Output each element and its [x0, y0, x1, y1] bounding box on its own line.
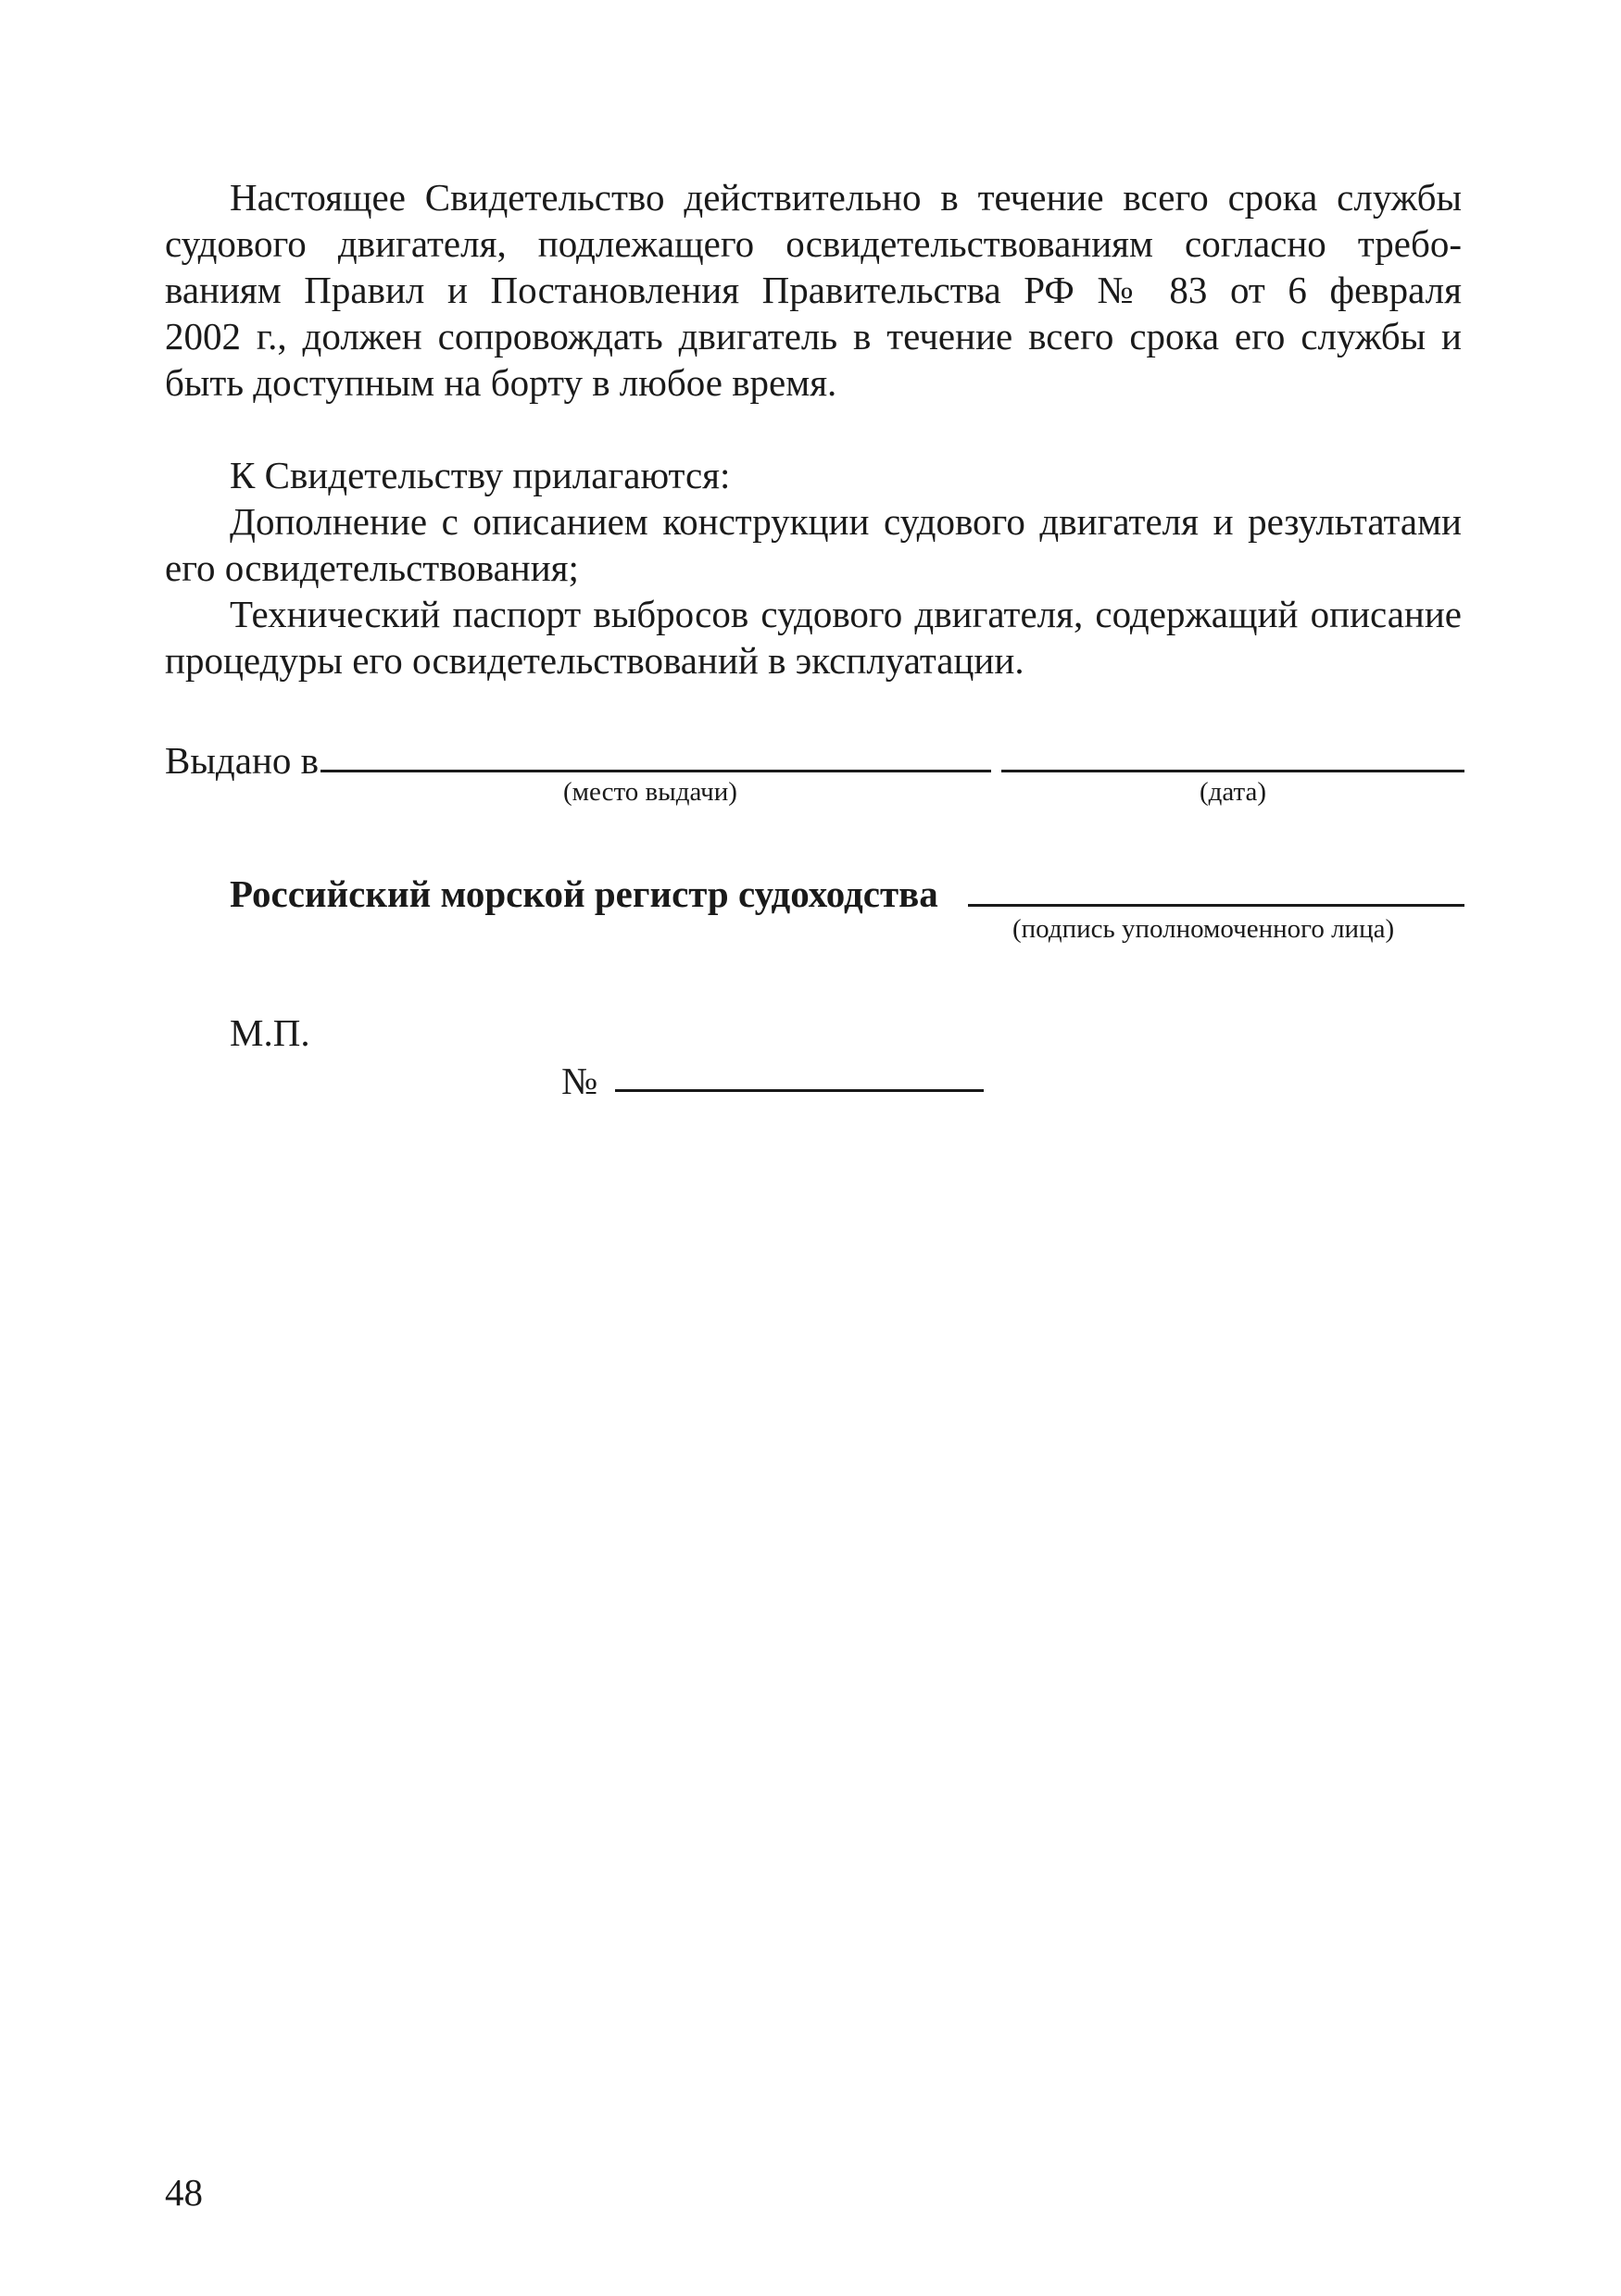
attachment-item-technical-passport — [165, 591, 1462, 684]
validity-paragraph — [165, 174, 1462, 406]
paragraph-line: Настоящее Свидетельство действительно в течение всего срока службы — [230, 176, 1462, 219]
paragraph-line: Технический паспорт выбросов судового двигателя, содержащий описание — [230, 593, 1462, 635]
page-number: 48 — [165, 2171, 203, 2214]
place-caption: (место выдачи) — [563, 777, 737, 807]
paragraph-line: судового двигателя, подлежащего освидетельствованиям согласно требо- — [165, 222, 1462, 265]
attachments-intro: К Свидетельству прилагаются: — [230, 454, 731, 496]
signature-caption: (подпись уполномоченного лица) — [1012, 914, 1395, 944]
signature-line[interactable] — [968, 904, 1464, 907]
paragraph-line: его освидетельствования; — [165, 546, 579, 589]
paragraph-line: 2002 г., должен сопровождать двигатель в течение всего срока его службы и — [165, 315, 1462, 358]
issued-label: Выдано в — [165, 739, 320, 782]
paragraph-line: быть доступным на борту в любое время. — [165, 361, 837, 404]
number-label: № — [561, 1060, 598, 1102]
paragraph-line: процедуры его освидетельствований в эксплуатации. — [165, 639, 1024, 682]
issued-place-line[interactable] — [320, 770, 991, 772]
issued-date-line[interactable] — [1001, 770, 1464, 772]
stamp-label: М.П. — [230, 1011, 310, 1054]
number-line[interactable] — [615, 1089, 984, 1092]
paragraph-line: ваниям Правил и Постановления Правительства РФ № 83 от 6 февраля — [165, 269, 1462, 311]
register-label: Российский морской регистр судоходства — [230, 872, 938, 915]
paragraph-line: Дополнение с описанием конструкции судового двигателя и результатами — [230, 500, 1462, 543]
date-caption: (дата) — [1200, 777, 1267, 807]
attachment-item-supplement — [165, 498, 1462, 591]
